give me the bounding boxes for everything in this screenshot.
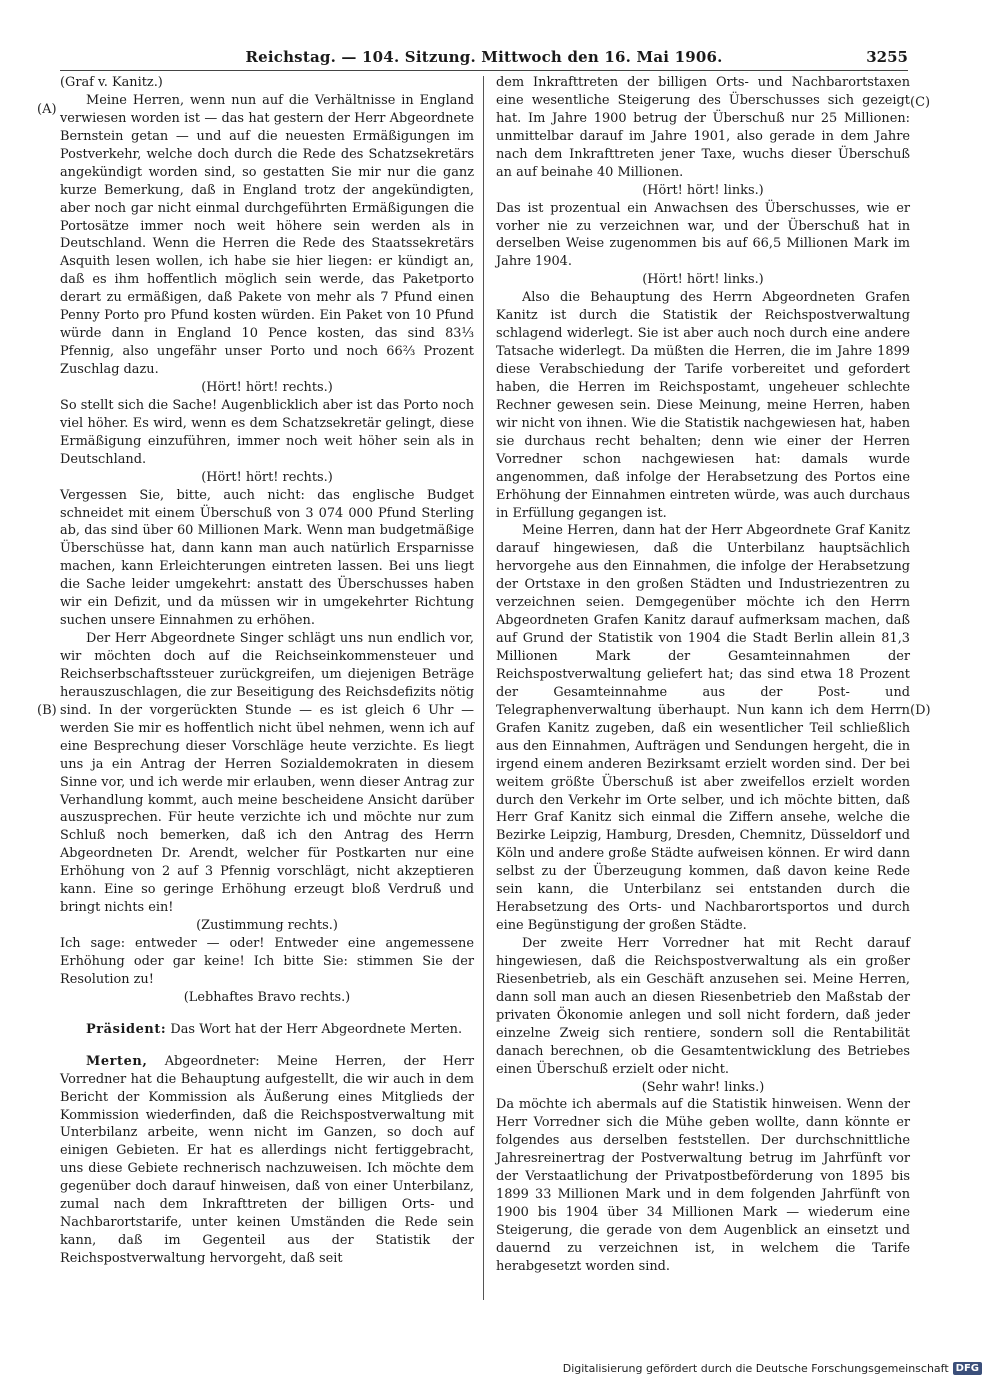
- speaker-name: Merten,: [86, 1053, 148, 1069]
- interjection: (Hört! hört! rechts.): [201, 379, 333, 395]
- paragraph: Also die Behauptung des Herrn Abgeordneten Grafen Kanitz ist durch die Statistik der Reichspostverwaltung schlagend widerlegt. Sie ist aber auch noch durch eine andere Tatsache widerlegt. Da müßten die Herren, die im Jahre 1899 diese Verabschiedung der Tarife vorbereitet und gefordert haben, die Herren im Reichspostamt, ungeheuer schlechte Rechner gewesen sein. Diese Meinung, meine Herren, haben wir nicht von ihnen. Wie die Statistik nachgewiesen hat, haben sie durchaus recht behalten; denn wie einer der Herren Vorredner schon nachgewiesen hat: damals wurde angenommen, daß infolge der Herabsetzung des Portos eine Erhöhung der Einnahmen eintreten würde, was auch durchaus in Erfüllung gegangen ist.: [496, 290, 910, 521]
- interjection: (Hört! hört! links.): [642, 272, 764, 288]
- president-statement: [60, 1021, 474, 1039]
- column-divider: [483, 76, 484, 1300]
- page-number: 3255: [866, 48, 908, 66]
- paragraph: Da möchte ich abermals auf die Statistik hinweisen. Wenn der Herr Vorredner sich die Mühe geben wollte, dann könnte er folgendes aus derselben feststellen. Der durchschnittliche Jahresreinertrag der Postverwaltung betrug im Jahrfünft vor der Verstaatlichung der Privatpostbeförderung von 1895 bis 1899 33 Millionen Mark und in dem folgenden Jahrfünft von 1900 bis 1904 über 34 Millionen Mark — wiederum eine Steigerung, die gerade von dem Augenblick an einsetzt und dauernd zu verzeichnen ist, in welchem die Tarife herabgesetzt worden sind.: [496, 1097, 910, 1274]
- right-column: [496, 74, 910, 1276]
- margin-marker-c: (C): [910, 95, 931, 110]
- interjection: (Hört! hört! links.): [642, 182, 764, 198]
- margin-marker-d: (D): [910, 703, 931, 718]
- statement-text: Das Wort hat der Herr Abgeordnete Merten.: [170, 1021, 463, 1037]
- speaker-name: Präsident:: [86, 1021, 167, 1037]
- interjection: (Lebhaftes Bravo rechts.): [183, 989, 351, 1005]
- paragraph: So stellt sich die Sache! Augenblicklich aber ist das Porto noch viel höher. Es wird, wenn es dem Schatzsekretär gelingt, diese Ermäßigung einzuführen, immer noch weit höher sein als in Deutschland.: [60, 397, 474, 467]
- interjection: (Hört! hört! rechts.): [201, 469, 333, 485]
- credit-text: Digitalisierung gefördert durch die Deutsche Forschungsgemeinschaft: [562, 1362, 949, 1375]
- paragraph: Der Herr Abgeordnete Singer schlägt uns nun endlich vor, wir möchten doch auf die Reichseinkommensteuer und Reichserbschaftssteuer zurückgreifen, um diejenigen Beträge herauszuschlagen, die zur Beseitigung des Reichsdefizits nötig sind. In der vorgerückten Stunde — es ist gleich 6 Uhr — werden Sie mir es hoffentlich nicht übel nehmen, wenn ich auf eine Besprechung dieser Vorschläge heute verzichte. Es liegt uns ja ein Antrag der Herren Sozialdemokraten in diesem Sinne vor, und ich werde mir erlauben, wenn dieser Antrag zur Verhandlung kommt, auch meine bescheidene Ansicht darüber auszusprechen. Für heute verzichte ich und möchte nur zum Schluß noch bemerken, daß ich den Antrag des Herrn Abgeordneten Dr. Arendt, welcher für Postkarten nur eine Erhöhung von 2 auf 3 Pfennig vorschlägt, nicht akzeptieren kann. Eine so geringe Erhöhung erzeugt bloß Verdruß und bringt nichts ein!: [60, 631, 474, 916]
- paragraph: dem Inkrafttreten der billigen Orts- und Nachbarortstaxen eine wesentliche Steigerung des Überschusses sich gezeigt hat. Im Jahre 1900 betrug der Überschuß nur 25 Millionen: unmittelbar darauf im Jahre 1901, also gerade in dem Jahre nach dem Inkrafttreten jener Taxe, wuchs dieser Überschuß an auf beinahe 40 Millionen.: [496, 75, 910, 180]
- left-column: [60, 74, 474, 1268]
- merten-speech: [60, 1053, 474, 1268]
- paragraph: Das ist prozentual ein Anwachsen des Überschusses, wie er vorher nie zu verzeichnen war, und der Überschuß hat in derselben Weise zugenommen bis auf 66,5 Millionen Mark im Jahre 1904.: [496, 200, 910, 270]
- page-title: Reichstag. — 104. Sitzung. Mittwoch den 16. Mai 1906.: [245, 48, 723, 66]
- paragraph: Meine Herren, dann hat der Herr Abgeordnete Graf Kanitz darauf hingewiesen, daß die Unterbilanz hauptsächlich hervorgehe aus den Einnahmen, die infolge der Herabsetzung der Ortstaxe in den großen Städten und Industriezentren zu verzeichnen seien. Demgegenüber möchte ich den Herrn Abgeordneten Grafen Kanitz darauf aufmerksam machen, daß auf Grund der Statistik von 1904 die Stadt Berlin allein 81,3 Millionen Mark der Gesamteinnahmen der Reichspostverwaltung geliefert hat; das sind etwa 18 Prozent der Gesamteinnahme aus der Post- und Telegraphenverwaltung überhaupt. Nun kann ich dem Herrn Grafen Kanitz zugeben, daß ein wesentlicher Teil schließlich aus den Einnahmen, Aufträgen und Sendungen hergeht, die in irgend einem anderen Bezirksamt erzielt worden sind. Der bei weitem größte Überschuß ist aber zweifellos erzielt worden durch den Verkehr im Orte selber, und ich möchte bitten, daß Herr Graf Kanitz sich einmal die Ziffern ansehe, welche die Bezirke Leipzig, Hamburg, Dresden, Chemnitz, Düsseldorf und Köln und andere große Städte aufweisen können. Er wird dann selbst zu der Überzeugung kommen, daß davon keine Rede sein kann, die Unterbilanz sei entstanden durch die Herabsetzung des Orts- und Nachbarortsportos und durch eine Begünstigung der großen Städte.: [496, 523, 911, 934]
- speech-text: Abgeordneter: Meine Herren, der Herr Vorredner hat die Behauptung aufgestellt, die wir auch in dem Bericht der Kommission als Äußerung eines Mitglieds der Kommission wiederfinden, daß die Reichspostverwaltung mit Unterbilanz arbeite, wenn nicht im Ganzen, so doch auf einigen Gebieten. Er hat es allerdings nicht fertiggebracht, uns diese Gebiete rechnerisch nachzuweisen. Ich möchte dem gegenüber doch darauf hinweisen, daß von einer Unterbilanz, zumal nach dem Inkrafttreten der billigen Orts- und Nachbarortstarife, unter keinen Umständen die Rede sein kann, daß im Gegenteil aus der Statistik der Reichspostverwaltung hervorgeht, daß seit: [60, 1053, 474, 1266]
- paragraph: Vergessen Sie, bitte, auch nicht: das englische Budget schneidet mit einem Überschuß von 3 074 000 Pfund Sterling ab, das sind über 60 Millionen Mark. Wenn man budgetmäßige Überschüsse hat, dann kann man auch natürlich Ersparnisse machen, kann Erleichterungen eintreten lassen. Bei uns liegt die Sache leider umgekehrt: anstatt des Überschusses haben wir ein Defizit, und da müssen wir in umgekehrter Richtung suchen unsere Einnahmen zu erhöhen.: [60, 487, 474, 629]
- speaker-note: (Graf v. Kanitz.): [60, 75, 163, 90]
- dfg-logo-icon: DFG: [953, 1362, 982, 1375]
- digitization-credit: [563, 1362, 982, 1375]
- paragraph: Ich sage: entweder — oder! Entweder eine angemessene Erhöhung oder gar keine! Ich bitte Sie: stimmen Sie der Resolution zu!: [60, 936, 474, 987]
- interjection: (Zustimmung rechts.): [196, 918, 338, 934]
- page-header: [60, 46, 908, 71]
- margin-marker-a: (A): [37, 102, 57, 117]
- margin-marker-b: (B): [37, 703, 57, 718]
- paragraph: Meine Herren, wenn nun auf die Verhältnisse in England verwiesen worden ist — das hat gestern der Herr Abgeordnete Bernstein getan — und auf die neuesten Ermäßigungen im Postverkehr, welche doch durch die Rede des Schatzsekretärs angekündigt worden sind, so gestatten Sie mir nur die ganz kurze Bemerkung, daß in England trotz der angekündigten, aber noch gar nicht einmal durchgeführten Ermäßigungen die Portosätze immer noch weit höhere sein werden als in Deutschland. Wenn die Herren die Rede des Staatssekretärs Asquith lesen wollen, ich habe sie hier liegen: er kündigt an, daß es ihm hoffentlich möglich sein werde, das Paketporto derart zu ermäßigen, daß Pakete von mehr als 7 Pfund einen Penny Porto pro Pfund kosten würden. Ein Paket von 10 Pfund würde dann in England 10 Pence kosten, das sind 83⅓ Pfennig, also ungefähr unser Porto und noch 66⅔ Prozent Zuschlag dazu.: [60, 92, 474, 377]
- interjection: (Sehr wahr! links.): [641, 1079, 765, 1095]
- paragraph: Der zweite Herr Vorredner hat mit Recht darauf hingewiesen, daß die Reichspostverwaltung als ein großer Riesenbetrieb, als ein Geschäft anzusehen sei. Meine Herren, dann soll man auch an diesen Riesenbetrieb den Maßstab der privaten Ökonomie anlegen und soll nicht fordern, daß jeder einzelne Zweig sich rentiere, sondern soll die Rentabilität danach berechnen, ob die Gesamtentwicklung des Betriebes einen Überschuß erzielt oder nicht.: [496, 936, 910, 1077]
